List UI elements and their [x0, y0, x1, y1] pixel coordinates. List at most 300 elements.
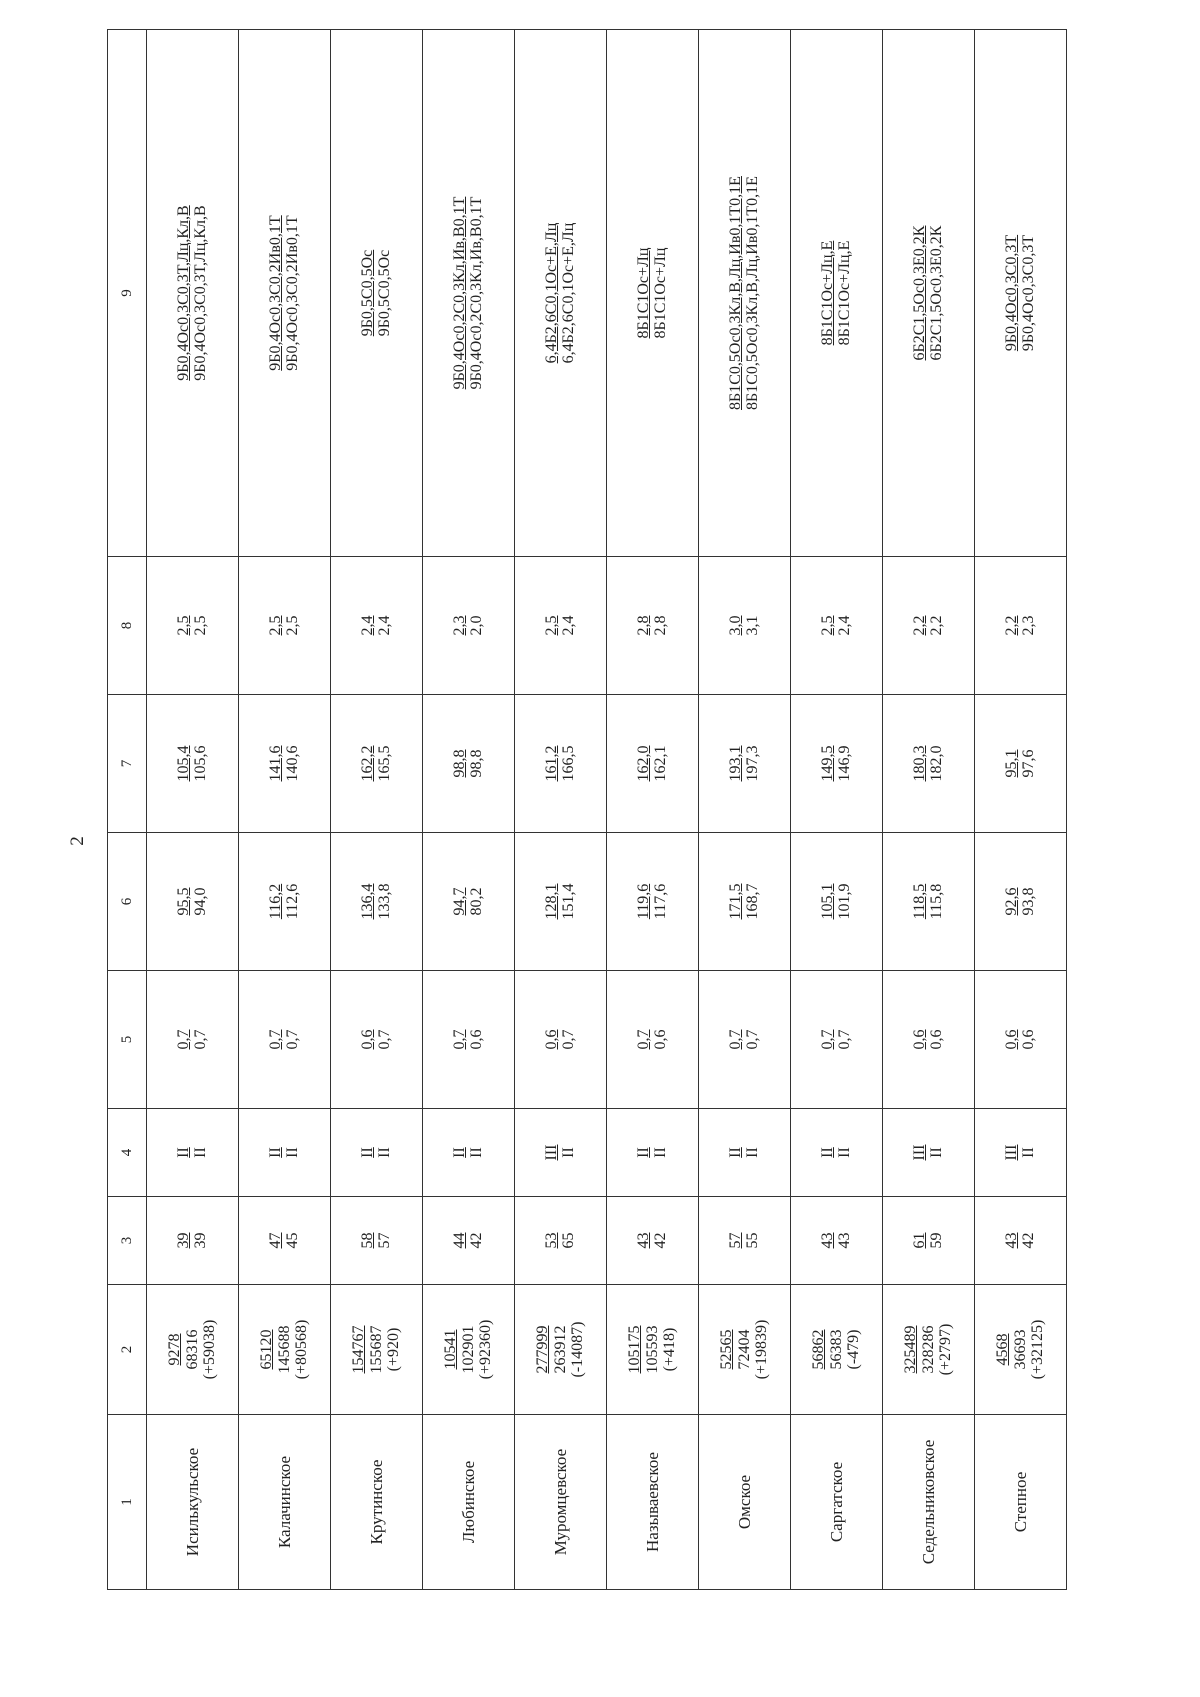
- cell-col7: [423, 695, 515, 833]
- table-row: [699, 30, 791, 1590]
- cell-col9: [791, 30, 883, 557]
- numerator-value: 105,1: [818, 883, 836, 920]
- rotated-table-container: [107, 90, 1067, 1590]
- denominator-value: 162,1: [652, 745, 670, 782]
- fraction-value: [1003, 1145, 1039, 1161]
- numerator-value: 2,2: [1002, 615, 1020, 636]
- numerator-value: 53: [542, 1232, 560, 1249]
- numerator-value: 162,2: [358, 745, 376, 782]
- cell-col3: [515, 1197, 607, 1285]
- fraction-value: [543, 1030, 579, 1050]
- cell-col3: [883, 1197, 975, 1285]
- cell-col2: [791, 1285, 883, 1415]
- numerator-value: 2,5: [818, 615, 836, 636]
- cell-col3: [607, 1197, 699, 1285]
- fraction-value: [635, 1030, 671, 1050]
- cell-col9: [699, 30, 791, 557]
- column-header-9: 9: [108, 30, 147, 557]
- numerator-value: II: [358, 1147, 376, 1158]
- denominator-value: II: [836, 1147, 854, 1158]
- numerator-value: II: [818, 1147, 836, 1158]
- numerator-value: 0,6: [910, 1029, 928, 1050]
- cell-col2: [239, 1285, 331, 1415]
- denominator-value: 146,9: [836, 745, 854, 782]
- numerator-value: 149,5: [818, 745, 836, 782]
- cell-col6: [423, 833, 515, 971]
- page-number: 2: [67, 836, 88, 846]
- cell-col7: [791, 695, 883, 833]
- denominator-value: 9Б0,4Ос0,2С0,3Кл,Ив,В0,1Т: [468, 196, 486, 390]
- fraction-value: [902, 1324, 956, 1376]
- denominator-value: 80,2: [468, 887, 486, 916]
- denominator-value: 72404: [735, 1329, 753, 1370]
- cell-col5: [975, 971, 1067, 1109]
- fraction-value: [911, 1030, 947, 1050]
- fraction-value: [175, 746, 211, 782]
- fraction-value: [451, 616, 487, 636]
- fraction-value: [810, 1330, 864, 1370]
- denominator-value: 9Б0,5С0,5Ос: [376, 249, 394, 337]
- denominator-value: 2,5: [284, 615, 302, 636]
- denominator-value: 168,7: [744, 883, 762, 920]
- fraction-value: [175, 616, 211, 636]
- fraction-value: [359, 1147, 395, 1158]
- denominator-value: 0,6: [928, 1029, 946, 1050]
- cell-col3: [791, 1197, 883, 1285]
- cell-col9: [147, 30, 239, 557]
- fraction-value: [359, 1233, 395, 1249]
- denominator-value: 8Б1С1Ос+Лц: [652, 247, 670, 339]
- numerator-value: 9Б0,4Ос0,3С0,3Т: [1002, 234, 1020, 352]
- fraction-value: [635, 616, 671, 636]
- change-value: (+92360): [477, 1319, 495, 1380]
- district-name: Калачинское: [239, 1415, 331, 1590]
- numerator-value: 98,8: [450, 749, 468, 778]
- denominator-value: II: [1020, 1147, 1038, 1158]
- cell-col8: [331, 557, 423, 695]
- cell-col5: [791, 971, 883, 1109]
- numerator-value: 9Б0,5С0,5Ос: [358, 249, 376, 337]
- numerator-value: 2,4: [358, 615, 376, 636]
- cell-col8: [515, 557, 607, 695]
- numerator-value: 47: [266, 1232, 284, 1249]
- fraction-value: [1003, 616, 1039, 636]
- fraction-value: [635, 884, 671, 919]
- numerator-value: 6Б2С1,5Ос0,3Е0,2К: [910, 225, 928, 361]
- denominator-value: 151,4: [560, 883, 578, 920]
- numerator-value: 8Б1С0,5Ос0,3Кл,В,Лц,Ив0,1Т0,1Е: [726, 176, 744, 410]
- fraction-value: [727, 616, 763, 636]
- fraction-value: [267, 1030, 303, 1050]
- change-value: (+80568): [293, 1319, 311, 1380]
- numerator-value: 0,7: [450, 1029, 468, 1050]
- denominator-value: 65: [560, 1232, 578, 1249]
- district-name: Степное: [975, 1415, 1067, 1590]
- denominator-value: 2,4: [560, 615, 578, 636]
- fraction-value: [267, 215, 303, 370]
- fraction-value: [635, 1147, 671, 1158]
- table-row: [515, 30, 607, 1590]
- denominator-value: 97,6: [1020, 749, 1038, 778]
- cell-col8: [699, 557, 791, 695]
- district-name: Муромцевское: [515, 1415, 607, 1590]
- fraction-value: [451, 888, 487, 916]
- numerator-value: 154767: [349, 1325, 367, 1374]
- denominator-value: 2,8: [652, 615, 670, 636]
- cell-col3: [699, 1197, 791, 1285]
- denominator-value: II: [468, 1147, 486, 1158]
- fraction-value: [175, 888, 211, 916]
- fraction-value: [451, 197, 487, 390]
- denominator-value: 0,7: [744, 1029, 762, 1050]
- cell-col5: [699, 971, 791, 1109]
- numerator-value: 39: [174, 1232, 192, 1249]
- fraction-value: [175, 1233, 211, 1249]
- denominator-value: II: [376, 1147, 394, 1158]
- denominator-value: 328286: [919, 1325, 937, 1374]
- denominator-value: 45: [284, 1232, 302, 1249]
- fraction-value: [359, 616, 395, 636]
- fraction-value: [1003, 1030, 1039, 1050]
- cell-col4: [883, 1109, 975, 1197]
- numerator-value: 9278: [165, 1333, 183, 1366]
- cell-col7: [331, 695, 423, 833]
- fraction-value: [543, 884, 579, 920]
- numerator-value: 8Б1С1Ос+Лц: [634, 247, 652, 339]
- fraction-value: [359, 250, 395, 337]
- cell-col5: [423, 971, 515, 1109]
- cell-col7: [607, 695, 699, 833]
- change-value: (+19839): [753, 1319, 771, 1380]
- numerator-value: 43: [818, 1232, 836, 1249]
- denominator-value: 133,8: [376, 883, 394, 920]
- denominator-value: II: [560, 1147, 578, 1158]
- cell-col8: [791, 557, 883, 695]
- fraction-value: [626, 1326, 680, 1374]
- fraction-value: [911, 884, 947, 919]
- district-name: Омское: [699, 1415, 791, 1590]
- numerator-value: 58: [358, 1232, 376, 1249]
- fraction-value: [819, 1233, 855, 1249]
- numerator-value: 2,5: [266, 615, 284, 636]
- numerator-value: 0,7: [634, 1029, 652, 1050]
- numerator-value: 0,7: [174, 1029, 192, 1050]
- fraction-value: [258, 1320, 312, 1380]
- numerator-value: 4568: [993, 1333, 1011, 1366]
- fraction-value: [543, 746, 579, 782]
- denominator-value: 0,7: [560, 1029, 578, 1050]
- denominator-value: 140,6: [284, 745, 302, 782]
- denominator-value: 101,9: [836, 883, 854, 920]
- denominator-value: 2,4: [836, 615, 854, 636]
- numerator-value: 43: [1002, 1232, 1020, 1249]
- table-row: [791, 30, 883, 1590]
- numerator-value: 6,4Б2,6С0,1Ос+Е,Лц: [542, 222, 560, 364]
- fraction-value: [819, 241, 855, 346]
- cell-col6: [699, 833, 791, 971]
- denominator-value: 165,5: [376, 745, 394, 782]
- denominator-value: 6Б2С1,5Ос0,3Е0,2К: [928, 225, 946, 361]
- column-header-3: 3: [108, 1197, 147, 1285]
- denominator-value: 6,4Б2,6С0,1Ос+Е,Лц: [560, 222, 578, 364]
- numerator-value: 44: [450, 1232, 468, 1249]
- cell-col6: [883, 833, 975, 971]
- change-value: (+920): [385, 1327, 403, 1372]
- cell-col3: [423, 1197, 515, 1285]
- denominator-value: 263912: [551, 1325, 569, 1374]
- fraction-value: [451, 1030, 487, 1050]
- numerator-value: 193,1: [726, 745, 744, 782]
- cell-col7: [147, 695, 239, 833]
- column-header-7: 7: [108, 695, 147, 833]
- numerator-value: 0,7: [266, 1029, 284, 1050]
- denominator-value: II: [744, 1147, 762, 1158]
- column-header-1: 1: [108, 1415, 147, 1590]
- district-name: Седельниковское: [883, 1415, 975, 1590]
- cell-col6: [791, 833, 883, 971]
- cell-col7: [975, 695, 1067, 833]
- denominator-value: 9Б0,4Ос0,3С0,3Т,Лц,Кл,В: [192, 205, 210, 381]
- fraction-value: [267, 616, 303, 636]
- cell-col7: [699, 695, 791, 833]
- denominator-value: 2,3: [1020, 615, 1038, 636]
- fraction-value: [727, 884, 763, 920]
- column-header-6: 6: [108, 833, 147, 971]
- denominator-value: 115,8: [928, 883, 946, 920]
- denominator-value: 2,5: [192, 615, 210, 636]
- fraction-value: [727, 746, 763, 782]
- denominator-value: 56383: [827, 1329, 845, 1370]
- change-value: (-14087): [569, 1321, 587, 1378]
- fraction-value: [442, 1320, 496, 1380]
- fraction-value: [1003, 888, 1039, 916]
- cell-col9: [239, 30, 331, 557]
- fraction-value: [727, 1147, 763, 1158]
- denominator-value: 2,2: [928, 615, 946, 636]
- denominator-value: II: [192, 1147, 210, 1158]
- cell-col2: [699, 1285, 791, 1415]
- fraction-value: [994, 1320, 1048, 1380]
- numerator-value: 2,2: [910, 615, 928, 636]
- fraction-value: [1003, 750, 1039, 778]
- cell-col9: [515, 30, 607, 557]
- denominator-value: 9Б0,4Ос0,3С0,3Т: [1020, 234, 1038, 352]
- denominator-value: 145688: [275, 1325, 293, 1374]
- numerator-value: 171,5: [726, 883, 744, 920]
- numerator-value: 180,3: [910, 745, 928, 782]
- numerator-value: 136,4: [358, 883, 376, 920]
- numerator-value: 0,6: [1002, 1029, 1020, 1050]
- cell-col4: [607, 1109, 699, 1197]
- cell-col5: [515, 971, 607, 1109]
- cell-col2: [423, 1285, 515, 1415]
- denominator-value: 2,0: [468, 615, 486, 636]
- denominator-value: 98,8: [468, 749, 486, 778]
- numerator-value: 116,2: [266, 883, 284, 920]
- denominator-value: 42: [652, 1232, 670, 1249]
- cell-col5: [147, 971, 239, 1109]
- numerator-value: 56862: [809, 1329, 827, 1370]
- fraction-value: [359, 746, 395, 782]
- cell-col8: [883, 557, 975, 695]
- change-value: (+418): [661, 1327, 679, 1372]
- fraction-value: [911, 1145, 947, 1161]
- cell-col7: [239, 695, 331, 833]
- fraction-value: [727, 176, 763, 410]
- cell-col9: [423, 30, 515, 557]
- table-row: [883, 30, 975, 1590]
- fraction-value: [1003, 1233, 1039, 1249]
- numerator-value: 2,3: [450, 615, 468, 636]
- denominator-value: 166,5: [560, 745, 578, 782]
- cell-col2: [331, 1285, 423, 1415]
- fraction-value: [635, 1233, 671, 1249]
- district-name: Называевское: [607, 1415, 699, 1590]
- fraction-value: [727, 1233, 763, 1249]
- table-row: [423, 30, 515, 1590]
- numerator-value: 161,2: [542, 745, 560, 782]
- denominator-value: 57: [376, 1232, 394, 1249]
- fraction-value: [166, 1320, 220, 1380]
- denominator-value: 42: [1020, 1232, 1038, 1249]
- fraction-value: [543, 1233, 579, 1249]
- fraction-value: [175, 205, 211, 380]
- cell-col8: [423, 557, 515, 695]
- numerator-value: 43: [634, 1232, 652, 1249]
- denominator-value: 182,0: [928, 745, 946, 782]
- cell-col4: [791, 1109, 883, 1197]
- cell-col6: [975, 833, 1067, 971]
- column-header-2: 2: [108, 1285, 147, 1415]
- denominator-value: 0,7: [284, 1029, 302, 1050]
- numerator-value: 57: [726, 1232, 744, 1249]
- numerator-value: 10541: [441, 1329, 459, 1370]
- fraction-value: [727, 1030, 763, 1050]
- numerator-value: 118,5: [910, 883, 928, 920]
- cell-col3: [239, 1197, 331, 1285]
- table-row: [147, 30, 239, 1590]
- fraction-value: [267, 1233, 303, 1249]
- fraction-value: [819, 884, 855, 920]
- cell-col9: [607, 30, 699, 557]
- denominator-value: 55: [744, 1232, 762, 1249]
- cell-col6: [515, 833, 607, 971]
- numerator-value: 2,5: [542, 615, 560, 636]
- cell-col3: [975, 1197, 1067, 1285]
- fraction-value: [267, 746, 303, 782]
- table-row: [331, 30, 423, 1590]
- fraction-value: [267, 1147, 303, 1158]
- numerator-value: III: [542, 1144, 560, 1161]
- cell-col2: [515, 1285, 607, 1415]
- cell-col6: [239, 833, 331, 971]
- fraction-value: [819, 746, 855, 782]
- forest-data-table: [107, 29, 1067, 1590]
- fraction-value: [911, 1233, 947, 1249]
- numerator-value: 0,6: [358, 1029, 376, 1050]
- numerator-value: 105,4: [174, 745, 192, 782]
- numerator-value: 52565: [717, 1329, 735, 1370]
- denominator-value: 117,6: [652, 883, 670, 920]
- numerator-value: 162,0: [634, 745, 652, 782]
- denominator-value: II: [928, 1147, 946, 1158]
- column-header-4: 4: [108, 1109, 147, 1197]
- numerator-value: III: [1002, 1144, 1020, 1161]
- numerator-value: II: [266, 1147, 284, 1158]
- denominator-value: 36693: [1011, 1329, 1029, 1370]
- denominator-value: 0,7: [376, 1029, 394, 1050]
- cell-col4: [147, 1109, 239, 1197]
- fraction-value: [911, 226, 947, 361]
- district-name: Саргатское: [791, 1415, 883, 1590]
- fraction-value: [819, 1030, 855, 1050]
- cell-col9: [331, 30, 423, 557]
- denominator-value: 155687: [367, 1325, 385, 1374]
- numerator-value: II: [174, 1147, 192, 1158]
- change-value: (+2797): [937, 1323, 955, 1376]
- denominator-value: 42: [468, 1232, 486, 1249]
- denominator-value: 0,6: [468, 1029, 486, 1050]
- cell-col2: [147, 1285, 239, 1415]
- column-header-8: 8: [108, 557, 147, 695]
- numerator-value: 95,1: [1002, 749, 1020, 778]
- cell-col6: [331, 833, 423, 971]
- fraction-value: [543, 223, 579, 364]
- numerator-value: II: [726, 1147, 744, 1158]
- denominator-value: 39: [192, 1232, 210, 1249]
- numerator-value: 0,6: [542, 1029, 560, 1050]
- numerator-value: 95,5: [174, 887, 192, 916]
- cell-col4: [515, 1109, 607, 1197]
- denominator-value: 94,0: [192, 887, 210, 916]
- cell-col3: [331, 1197, 423, 1285]
- change-value: (+59038): [201, 1319, 219, 1380]
- denominator-value: 8Б1С0,5Ос0,3Кл,В,Лц,Ив0,1Т0,1Е: [744, 176, 762, 410]
- fraction-value: [819, 1147, 855, 1158]
- denominator-value: II: [284, 1147, 302, 1158]
- fraction-value: [1003, 235, 1039, 351]
- numerator-value: 61: [910, 1232, 928, 1249]
- change-value: (+32125): [1029, 1319, 1047, 1380]
- fraction-value: [635, 746, 671, 782]
- fraction-value: [175, 1030, 211, 1050]
- district-name: Исилькульское: [147, 1415, 239, 1590]
- district-name: Любинское: [423, 1415, 515, 1590]
- numerator-value: 105175: [625, 1325, 643, 1374]
- cell-col5: [607, 971, 699, 1109]
- numerator-value: 325489: [901, 1325, 919, 1374]
- denominator-value: 197,3: [744, 745, 762, 782]
- cell-col8: [607, 557, 699, 695]
- denominator-value: 8Б1С1Ос+Лц,Е: [836, 240, 854, 346]
- numerator-value: 128,1: [542, 883, 560, 920]
- numerator-value: 8Б1С1Ос+Лц,Е: [818, 240, 836, 346]
- numerator-value: 2,5: [174, 615, 192, 636]
- fraction-value: [175, 1147, 211, 1158]
- denominator-value: 0,7: [836, 1029, 854, 1050]
- fraction-value: [350, 1326, 404, 1374]
- numerator-value: 0,7: [818, 1029, 836, 1050]
- cell-col8: [975, 557, 1067, 695]
- column-header-5: 5: [108, 971, 147, 1109]
- cell-col4: [975, 1109, 1067, 1197]
- numerator-value: 92,6: [1002, 887, 1020, 916]
- numerator-value: 94,7: [450, 887, 468, 916]
- numerator-value: 3,0: [726, 615, 744, 636]
- cell-col6: [147, 833, 239, 971]
- fraction-value: [267, 884, 303, 919]
- denominator-value: 105,6: [192, 745, 210, 782]
